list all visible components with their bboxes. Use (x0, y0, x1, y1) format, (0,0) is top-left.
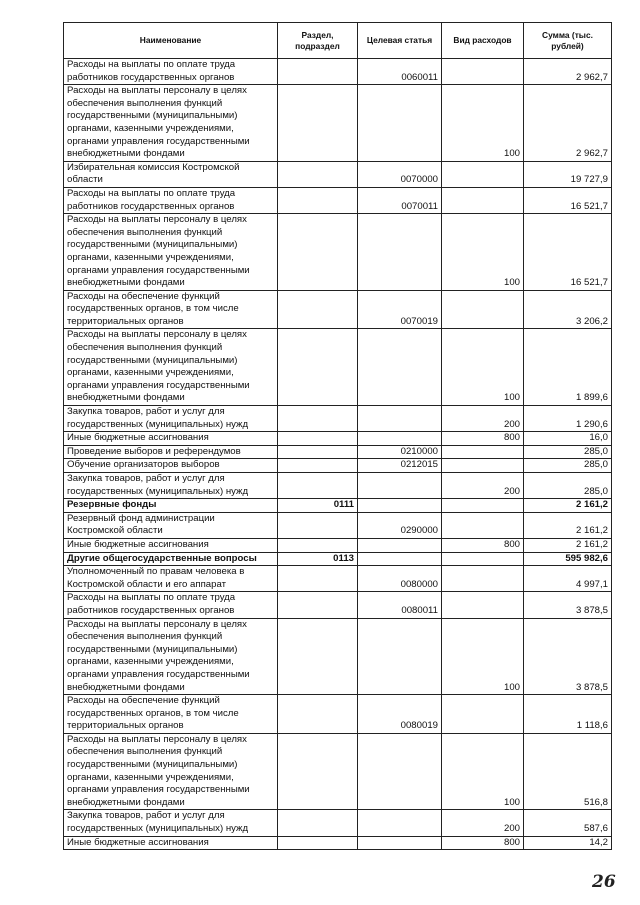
cell-target (358, 538, 442, 552)
cell-section (278, 512, 358, 538)
cell-section: 0111 (278, 499, 358, 513)
cell-target: 0070011 (358, 187, 442, 213)
cell-sum: 14,2 (524, 836, 612, 850)
cell-sum: 2 161,2 (524, 538, 612, 552)
cell-sum: 595 982,6 (524, 552, 612, 566)
cell-section (278, 85, 358, 162)
table-row (64, 499, 612, 513)
budget-table (63, 22, 612, 850)
cell-expense-type (442, 59, 524, 85)
cell-sum: 3 878,5 (524, 592, 612, 618)
cell-expense-type (442, 695, 524, 734)
cell-sum: 1 899,6 (524, 329, 612, 406)
cell-sum: 19 727,9 (524, 161, 612, 187)
cell-expense-type: 100 (442, 733, 524, 810)
cell-name: Закупка товаров, работ и услуг для государственных (муниципальных) нужд (64, 473, 278, 499)
cell-section (278, 473, 358, 499)
cell-name: Резервные фонды (64, 499, 278, 513)
cell-target (358, 214, 442, 291)
page-number: 26 (592, 872, 616, 892)
table-row (64, 695, 612, 734)
cell-name: Расходы на выплаты персоналу в целях обеспечения выполнения функций государственными (муниципальными) органами, казенными учреждениями, органами управления государственными внебюджетными фондами (64, 85, 278, 162)
cell-section (278, 445, 358, 459)
cell-target: 0212015 (358, 459, 442, 473)
table-row (64, 406, 612, 432)
cell-name: Другие общегосударственные вопросы (64, 552, 278, 566)
cell-name: Избирательная комиссия Костромской области (64, 161, 278, 187)
table-row (64, 618, 612, 695)
table-body (64, 59, 612, 850)
cell-sum: 4 997,1 (524, 566, 612, 592)
cell-expense-type (442, 552, 524, 566)
cell-name: Резервный фонд администрации Костромской области (64, 512, 278, 538)
table-row (64, 59, 612, 85)
cell-section (278, 406, 358, 432)
cell-sum: 285,0 (524, 459, 612, 473)
cell-name: Иные бюджетные ассигнования (64, 836, 278, 850)
cell-expense-type (442, 512, 524, 538)
cell-section (278, 538, 358, 552)
cell-target (358, 499, 442, 513)
cell-target: 0080019 (358, 695, 442, 734)
cell-section (278, 695, 358, 734)
cell-target (358, 473, 442, 499)
cell-name: Закупка товаров, работ и услуг для государственных (муниципальных) нужд (64, 810, 278, 836)
cell-expense-type: 200 (442, 406, 524, 432)
cell-sum: 3 878,5 (524, 618, 612, 695)
cell-expense-type: 100 (442, 214, 524, 291)
cell-section (278, 836, 358, 850)
header-target: Целевая статья (358, 23, 442, 59)
cell-target (358, 85, 442, 162)
cell-target (358, 733, 442, 810)
cell-target: 0070019 (358, 290, 442, 329)
cell-name: Проведение выборов и референдумов (64, 445, 278, 459)
cell-target (358, 329, 442, 406)
cell-expense-type (442, 161, 524, 187)
cell-target (358, 836, 442, 850)
table-row (64, 552, 612, 566)
cell-name: Расходы на обеспечение функций государственных органов, в том числе территориальных органов (64, 290, 278, 329)
cell-name: Иные бюджетные ассигнования (64, 432, 278, 446)
cell-target (358, 618, 442, 695)
cell-section (278, 329, 358, 406)
table-row (64, 566, 612, 592)
cell-name: Расходы на обеспечение функций государственных органов, в том числе территориальных органов (64, 695, 278, 734)
cell-section (278, 810, 358, 836)
cell-sum: 16,0 (524, 432, 612, 446)
header-name: Наименование (64, 23, 278, 59)
cell-section (278, 214, 358, 291)
table-row (64, 459, 612, 473)
cell-sum: 2 962,7 (524, 85, 612, 162)
cell-sum: 1 290,6 (524, 406, 612, 432)
cell-expense-type (442, 445, 524, 459)
cell-expense-type: 200 (442, 810, 524, 836)
cell-expense-type: 100 (442, 85, 524, 162)
cell-sum: 3 206,2 (524, 290, 612, 329)
cell-name: Закупка товаров, работ и услуг для государственных (муниципальных) нужд (64, 406, 278, 432)
table-row (64, 592, 612, 618)
cell-expense-type (442, 592, 524, 618)
cell-sum: 587,6 (524, 810, 612, 836)
cell-name: Расходы на выплаты персоналу в целях обеспечения выполнения функций государственными (муниципальными) органами, казенными учреждениями, органами управления государственными внебюджетными фондами (64, 733, 278, 810)
table-row (64, 329, 612, 406)
cell-target (358, 810, 442, 836)
table-row (64, 512, 612, 538)
cell-sum: 2 962,7 (524, 59, 612, 85)
cell-section (278, 187, 358, 213)
cell-name: Расходы на выплаты персоналу в целях обеспечения выполнения функций государственными (муниципальными) органами, казенными учреждениями, органами управления государственными внебюджетными фондами (64, 329, 278, 406)
header-section: Раздел, подраздел (278, 23, 358, 59)
cell-expense-type (442, 187, 524, 213)
cell-sum: 1 118,6 (524, 695, 612, 734)
cell-sum: 16 521,7 (524, 187, 612, 213)
cell-section (278, 59, 358, 85)
table-row (64, 432, 612, 446)
cell-target: 0210000 (358, 445, 442, 459)
cell-section (278, 733, 358, 810)
cell-expense-type: 800 (442, 538, 524, 552)
cell-expense-type (442, 566, 524, 592)
cell-sum: 16 521,7 (524, 214, 612, 291)
header-sum: Сумма (тыс. рублей) (524, 23, 612, 59)
table-header-row (64, 23, 612, 59)
table-row (64, 187, 612, 213)
table-row (64, 445, 612, 459)
cell-section (278, 618, 358, 695)
cell-target: 0070000 (358, 161, 442, 187)
cell-target (358, 432, 442, 446)
cell-expense-type (442, 499, 524, 513)
cell-expense-type: 800 (442, 432, 524, 446)
cell-section: 0113 (278, 552, 358, 566)
cell-name: Иные бюджетные ассигнования (64, 538, 278, 552)
cell-section (278, 592, 358, 618)
cell-sum: 285,0 (524, 473, 612, 499)
cell-target (358, 552, 442, 566)
cell-expense-type (442, 290, 524, 329)
table-row (64, 161, 612, 187)
cell-sum: 516,8 (524, 733, 612, 810)
table-row (64, 810, 612, 836)
cell-expense-type: 800 (442, 836, 524, 850)
cell-section (278, 290, 358, 329)
cell-name: Расходы на выплаты персоналу в целях обеспечения выполнения функций государственными (муниципальными) органами, казенными учреждениями, органами управления государственными внебюджетными фондами (64, 214, 278, 291)
table-row (64, 538, 612, 552)
table-row (64, 733, 612, 810)
cell-section (278, 432, 358, 446)
cell-expense-type: 100 (442, 329, 524, 406)
table-row (64, 85, 612, 162)
table-row (64, 214, 612, 291)
cell-target (358, 406, 442, 432)
cell-target: 0080000 (358, 566, 442, 592)
cell-expense-type: 200 (442, 473, 524, 499)
cell-sum: 285,0 (524, 445, 612, 459)
header-expense-type: Вид расходов (442, 23, 524, 59)
cell-name: Обучение организаторов выборов (64, 459, 278, 473)
cell-section (278, 459, 358, 473)
cell-name: Расходы на выплаты по оплате труда работников государственных органов (64, 59, 278, 85)
cell-target: 0080011 (358, 592, 442, 618)
cell-section (278, 566, 358, 592)
cell-name: Уполномоченный по правам человека в Костромской области и его аппарат (64, 566, 278, 592)
cell-sum: 2 161,2 (524, 512, 612, 538)
cell-name: Расходы на выплаты по оплате труда работников государственных органов (64, 592, 278, 618)
cell-sum: 2 161,2 (524, 499, 612, 513)
cell-target: 0290000 (358, 512, 442, 538)
cell-expense-type (442, 459, 524, 473)
table-row (64, 836, 612, 850)
cell-target: 0060011 (358, 59, 442, 85)
cell-section (278, 161, 358, 187)
cell-name: Расходы на выплаты по оплате труда работников государственных органов (64, 187, 278, 213)
cell-name: Расходы на выплаты персоналу в целях обеспечения выполнения функций государственными (муниципальными) органами, казенными учреждениями, органами управления государственными внебюджетными фондами (64, 618, 278, 695)
cell-expense-type: 100 (442, 618, 524, 695)
table-row (64, 290, 612, 329)
table-row (64, 473, 612, 499)
